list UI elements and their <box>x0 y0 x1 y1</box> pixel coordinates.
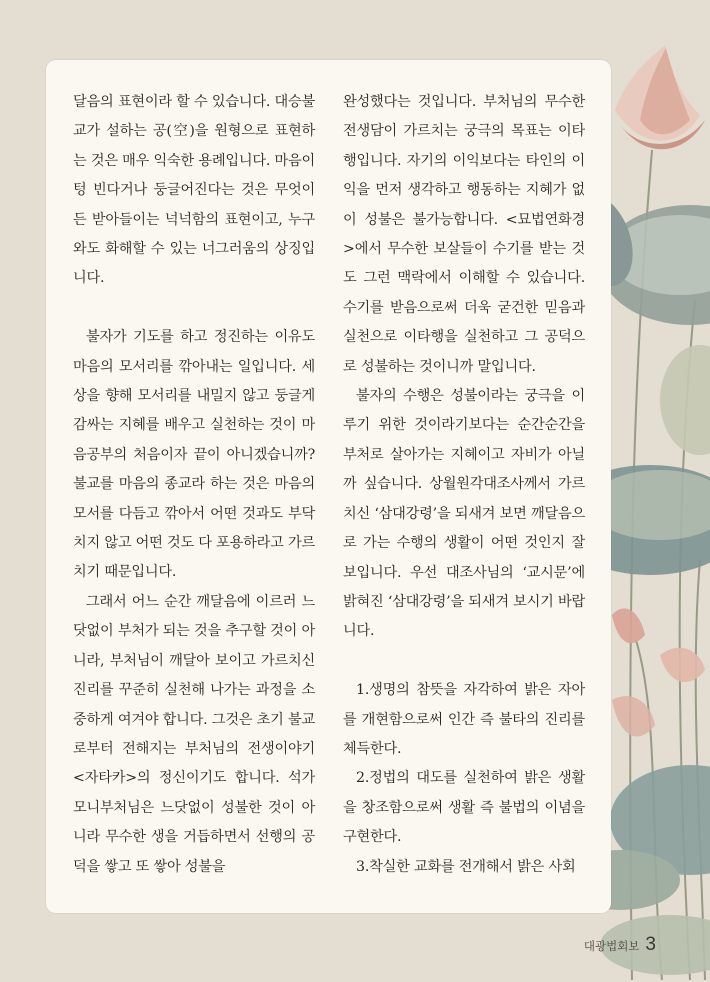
precept-item-3: 3.착실한 교화를 전개해서 밝은 사회 <box>356 858 576 875</box>
page-number: 3 <box>645 934 656 955</box>
right-column <box>343 88 585 882</box>
left-paragraph-3: 그래서 어느 순간 깨달음에 이르러 느닷없이 부처가 되는 것을 추구할 것이 아니라, 부처님이 깨달아 보이고 가르치신 진리를 꾸준히 실천해 나가는 과정을 소중하게 여겨야 합니다. 그것은 초기 불교로부터 전해지는 부처님의 전생이야기 <자타카>의 정신이기도 합니다. 석가모니부처님은 느닷없이 성불한 것이 아니라 무수한 생을 거듭하면서 선행의 공덕을 쌓고 또 쌓아 성불을 <box>73 593 315 875</box>
right-paragraph-2: 불자의 수행은 성불이라는 궁극을 이루기 위한 것이라기보다는 순간순간을 부처로 살아가는 지혜이고 자비가 아닐까 싶습니다. 상월원각대조사께서 가르치신 ‘삼대강령’을 되새겨 보면 깨달음으로 가는 수행의 생활이 어떤 것인지 잘 보입니다. 우선 대조사님의 ‘교시문’에 밝혀진 ‘삼대강령’을 되새겨 보시기 바랍니다. <box>343 388 585 640</box>
text-panel <box>46 60 611 913</box>
precept-item-1: 1.생명의 참뜻을 자각하여 밝은 자아를 개현함으로써 인간 즉 불타의 진리를 체득한다. <box>343 682 585 757</box>
left-paragraph-1: 달음의 표현이라 할 수 있습니다. 대승불교가 설하는 공(空)을 원형으로 표현하는 것은 매우 익숙한 용례입니다. 마음이 텅 빈다거나 둥글어진다는 것은 무엇이든 받아들이는 넉넉함의 표현이고, 누구와도 화해할 수 있는 너그러움의 상징입니다. <box>73 94 315 287</box>
pink-lotus-bud <box>612 608 705 682</box>
page-footer <box>584 934 656 956</box>
pink-lotus-top <box>615 45 705 149</box>
right-paragraph-1: 완성했다는 것입니다. 부처님의 무수한 전생담이 가르치는 궁극의 목표는 이타행입니다. 자기의 이익보다는 타인의 이익을 먼저 생각하고 행동하는 지혜가 없이 성불은 불가능합니다. <묘법연화경>에서 무수한 보살들이 수기를 받는 것도 그런 맥락에서 이해할 수 있습니다. 수기를 받음으로써 더욱 굳건한 믿음과 실천으로 이타행을 실천하고 그 공덕으로 성불하는 것이니까 말입니다. <box>343 94 585 375</box>
left-paragraph-2: 불자가 기도를 하고 정진하는 이유도 마음의 모서리를 깎아내는 일입니다. 세상을 향해 모서리를 내밀지 않고 둥글게 감싸는 지혜를 배우고 실천하는 것이 마음공부의 처음이자 끝이 아니겠습니까? 불교를 마음의 종교라 하는 것은 마음의 모서를 다듬고 깎아서 어떤 것과도 부닥치지 않고 어떤 것도 다 포용하라고 가르치기 때문입니다. <box>73 329 315 581</box>
publication-name: 대광법회보 <box>583 941 640 953</box>
precept-item-2: 2.정법의 대도를 실천하여 밝은 생활을 창조함으로써 생활 즉 불법의 이념을 구현한다. <box>343 770 585 846</box>
left-column <box>73 88 315 882</box>
